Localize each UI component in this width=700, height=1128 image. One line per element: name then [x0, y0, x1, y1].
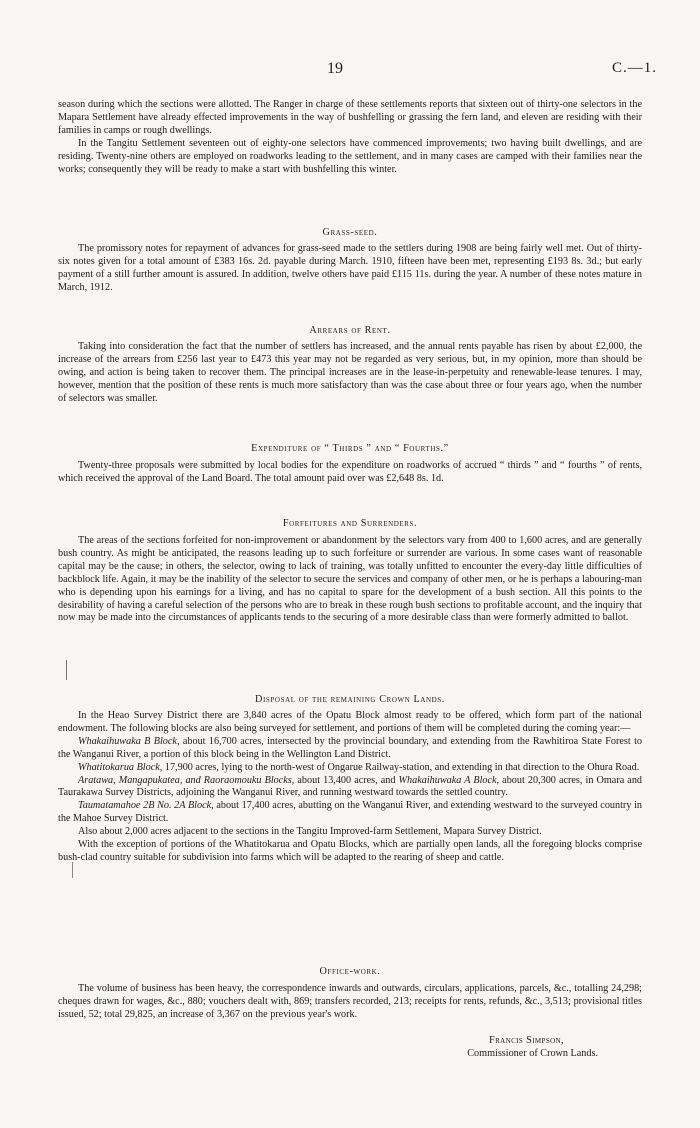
signature-block	[58, 1035, 642, 1061]
margin-scratch	[72, 862, 81, 878]
heading-grass-seed: Grass-seed.	[322, 227, 378, 238]
expenditure-section	[58, 460, 642, 486]
office-work-section	[58, 983, 642, 1022]
block-taumatamahoe	[58, 800, 642, 826]
arrears-paragraph: Taking into consideration the fact that the number of settlers has increased, and the annual rents payable has risen by about £2,000, the increase of the arrears from £256 last year to £473 this year may not be regarded as very serious, but, in my opinion, more than should be owing, and action is being taken to recover them. The principal increases are in the lease-in-perpetuity and renewable-lease tenures. I may, however, mention that the position of these rents is much more satisfactory than was the case about three or four years ago, when the number of selectors was smaller.	[58, 341, 642, 404]
block-description: about 13,400 acres, and	[294, 774, 399, 786]
signatory-title: Commissioner of Crown Lands.	[467, 1047, 598, 1059]
block-whakaihuwaka-b	[58, 736, 642, 762]
forfeitures-paragraph: The areas of the sections forfeited for non-improvement or abandonment by the selectors vary from 400 to 1,600 acres, and are generally bush country. As might be anticipated, the reasons leading up to such forfeiture or surrender are various. In some cases want of reasonable capital may be the cause; in others, the selector, owing to lack of training, was totally unfitted to encounter the every-day little difficulties of backblock life. Again, it may be the inability of the selector to secure the services and company of other men, or he is perhaps a labouring-man who is depending upon his earnings for a living, and has no capital to spare for the development of a bush section. All this points to the desirability of having a careful selection of the persons who are to break in these rough bush sections to profitable account, and the inquiry that now may be made into the circumstances of applicants tends to the securing of a more desirable class than were formerly admitted to ballot.	[58, 535, 642, 624]
heading-forfeitures: Forfeitures and Surrenders.	[282, 518, 418, 529]
signatory-name: Francis Simpson,	[489, 1035, 564, 1046]
intro-section	[58, 99, 642, 176]
intro-paragraph-1: season during which the sections were allotted. The Ranger in charge of these settlements reports that sixteen out of thirty-one selectors in the Mapara Settlement have already effected improvements in the way of bushfelling or grassing the fern land, and eleven are residing with their families in camps or rough dwellings.	[58, 99, 642, 136]
forfeitures-section	[58, 535, 642, 625]
grass-seed-section	[58, 243, 642, 295]
grass-seed-paragraph: The promissory notes for repayment of advances for grass-seed made to the settlers during 1908 are being fairly well met. Out of thirty-six notes given for a total amount of £383 16s. 2d. payable during March. 1910, fifteen have been met, representing £193 8s. 3d.; but early payment of a still further amount is assured. In addition, twelve others have paid £115 11s. during the year. A number of these notes mature in March, 1912.	[58, 243, 642, 293]
block-description: about 16,700 acres, intersected by the provincial boundary, and extending from the Rawhitiroa State Forest to the Wanganui River, a portion of this block being in the Wellington Land District.	[58, 735, 642, 760]
disposal-section	[58, 710, 642, 865]
disposal-paragraph-also: Also about 2,000 acres adjacent to the sections in the Tangitu Improved-farm Settlement, Mapara Survey District.	[78, 826, 542, 838]
disposal-paragraph-exception: With the exception of portions of the Whatitokarua and Opatu Blocks, which are partially open lands, all the foregoing blocks comprise bush-clad country suitable for subdivision into farms which will be adapted to the rearing of sheep and cattle.	[58, 839, 642, 863]
block-name-secondary: Whakaihuwaka A Block,	[398, 774, 500, 786]
disposal-paragraph-intro: In the Heao Survey District there are 3,840 acres of the Opatu Block almost ready to be offered, which form part of the national endowment. The following blocks are also being surveyed for settlement, and portions of them will be completed during the coming year:—	[58, 710, 642, 734]
block-whatitokarua	[58, 762, 642, 775]
block-aratawa-group	[58, 775, 642, 801]
arrears-section	[58, 341, 642, 406]
block-description: about 17,400 acres, abutting on the Wanganui River, and extending westward to the surveyed country in the Mahoe Survey District.	[58, 800, 642, 825]
heading-arrears-of-rent: Arrears of Rent.	[309, 325, 391, 336]
margin-mark	[66, 660, 67, 680]
block-name: Aratawa, Mangapukatea, and Raoraomouku Blocks,	[78, 774, 295, 786]
page-number: 19	[327, 60, 343, 77]
block-description: 17,900 acres, lying to the north-west of Ongarue Railway-station, and extending in that direction to the Ohura Road.	[162, 761, 640, 773]
heading-disposal-crown-lands: Disposal of the remaining Crown Lands.	[255, 694, 445, 705]
block-description-secondary: about 20,300 acres, in Omara and Taurakawa Survey Districts, adjoining the Wanganui River, and running westward towards the settled country.	[58, 774, 643, 799]
office-work-paragraph: The volume of business has been heavy, the correspondence inwards and outwards, circulars, applications, parcels, &c., totalling 24,298; cheques drawn for wages, &c., 880; vouchers dealt with, 869; transfers recorded, 213; receipts for rents, refunds, &c., 3,513; provisional titles issued, 52; total 29,825, an increase of 3,367 on the previous year's work.	[58, 983, 642, 1020]
block-name: Whakaihuwaka B Block,	[78, 735, 180, 747]
block-name: Taumatamahoe 2B No. 2A Block,	[78, 800, 214, 812]
intro-paragraph-2: In the Tangitu Settlement seventeen out of eighty-one selectors have commenced improvements; two having built dwellings, and are residing. Twenty-nine others are employed on roadworks leading to the settlement, and in many cases are camped with their families near the works; consequently they will be ready to make a start with bushfelling this winter.	[58, 137, 642, 175]
expenditure-paragraph: Twenty-three proposals were submitted by local bodies for the expenditure on roadworks of accrued “ thirds ” and “ fourths ” of rents, which received the approval of the Land Board. The total amount paid over was £2,648 8s. 1d.	[58, 460, 642, 484]
block-name: Whatitokarua Block,	[78, 761, 163, 773]
heading-office-work: Office-work.	[319, 966, 381, 977]
heading-expenditure: Expenditure of “ Thirds ” and “ Fourths.”	[251, 443, 449, 454]
document-reference: C.—1.	[612, 60, 658, 76]
